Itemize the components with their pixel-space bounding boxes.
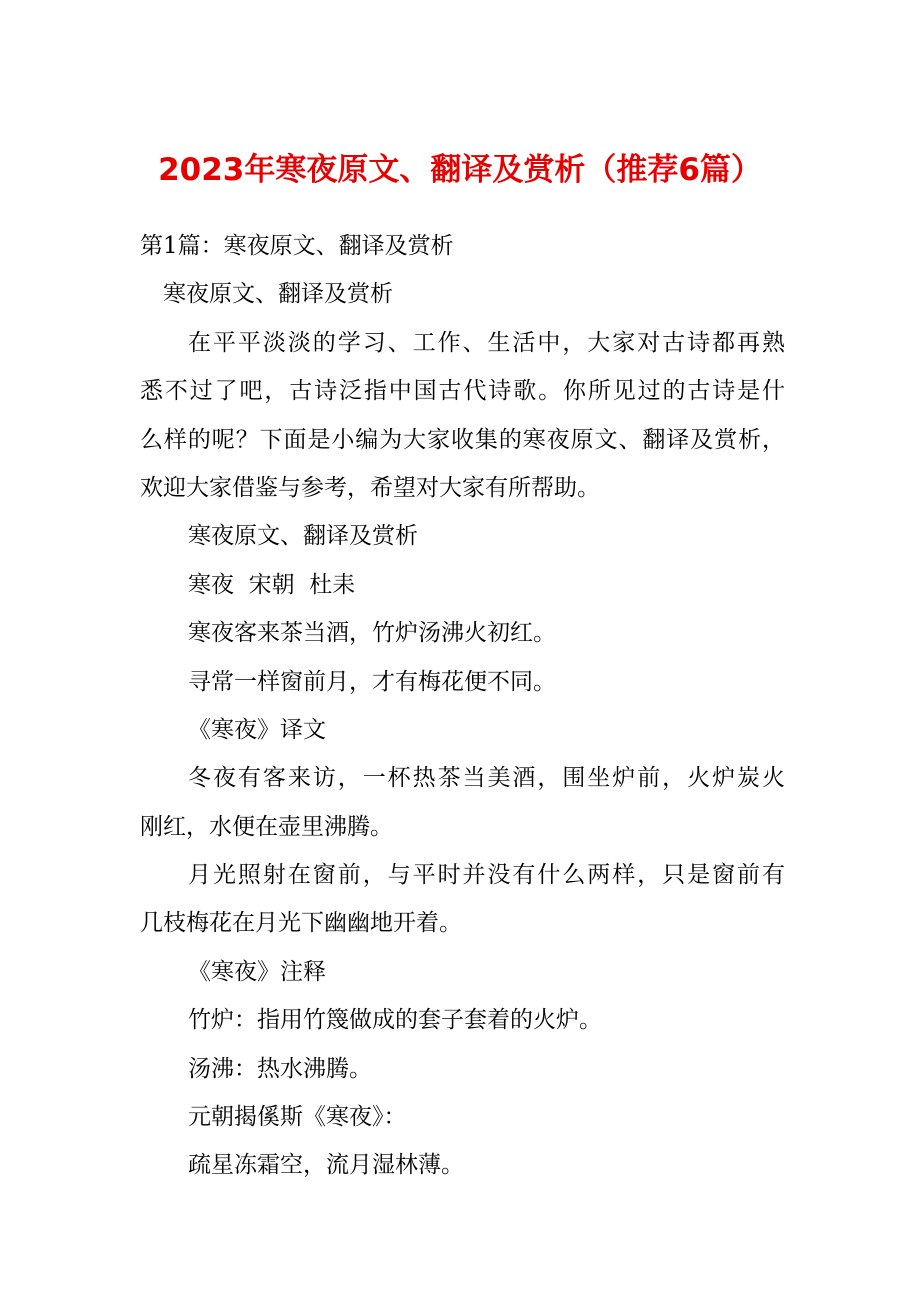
translation-heading: 《寒夜》译文	[188, 716, 326, 743]
poem-line: 寒夜客来茶当酒，竹炉汤沸火初红。	[188, 620, 556, 647]
yuan-poem-heading: 元朝揭傒斯《寒夜》：	[188, 1104, 407, 1131]
note-item: 竹炉：指用竹篾做成的套子套着的火炉。	[188, 1007, 602, 1034]
poem-author-line: 寒夜 宋朝 杜耒	[188, 571, 356, 598]
poem-heading: 寒夜原文、翻译及赏析	[188, 523, 418, 550]
article-body	[140, 222, 785, 1190]
page-title: 2023年寒夜原文、翻译及赏析（推荐6篇）	[158, 152, 762, 188]
intro-line: 欢迎大家借鉴与参考，希望对大家有所帮助。	[140, 474, 600, 501]
translation-line: 几枝梅花在月光下幽幽地开着。	[140, 910, 462, 937]
poem-line: 寻常一样窗前月，才有梅花便不同。	[188, 668, 556, 695]
intro-line: 在平平淡淡的学习、工作、生活中，大家对古诗都再熟	[188, 329, 785, 356]
translation-line: 冬夜有客来访，一杯热茶当美酒，围坐炉前，火炉炭火	[188, 765, 785, 792]
section-heading: 第1篇：寒夜原文、翻译及赏析	[140, 233, 454, 259]
notes-heading: 《寒夜》注释	[188, 958, 326, 985]
intro-line: 悉不过了吧，古诗泛指中国古代诗歌。你所见过的古诗是什	[140, 378, 785, 405]
intro-line: 么样的呢？下面是小编为大家收集的寒夜原文、翻译及赏析，	[140, 426, 785, 453]
subheading: 寒夜原文、翻译及赏析	[163, 281, 393, 308]
translation-line: 月光照射在窗前，与平时并没有什么两样，只是窗前有	[188, 862, 785, 889]
translation-line: 刚红，水便在壶里沸腾。	[140, 813, 393, 840]
yuan-poem-line: 疏星冻霜空，流月湿林薄。	[188, 1152, 464, 1179]
note-item: 汤沸：热水沸腾。	[188, 1055, 372, 1082]
